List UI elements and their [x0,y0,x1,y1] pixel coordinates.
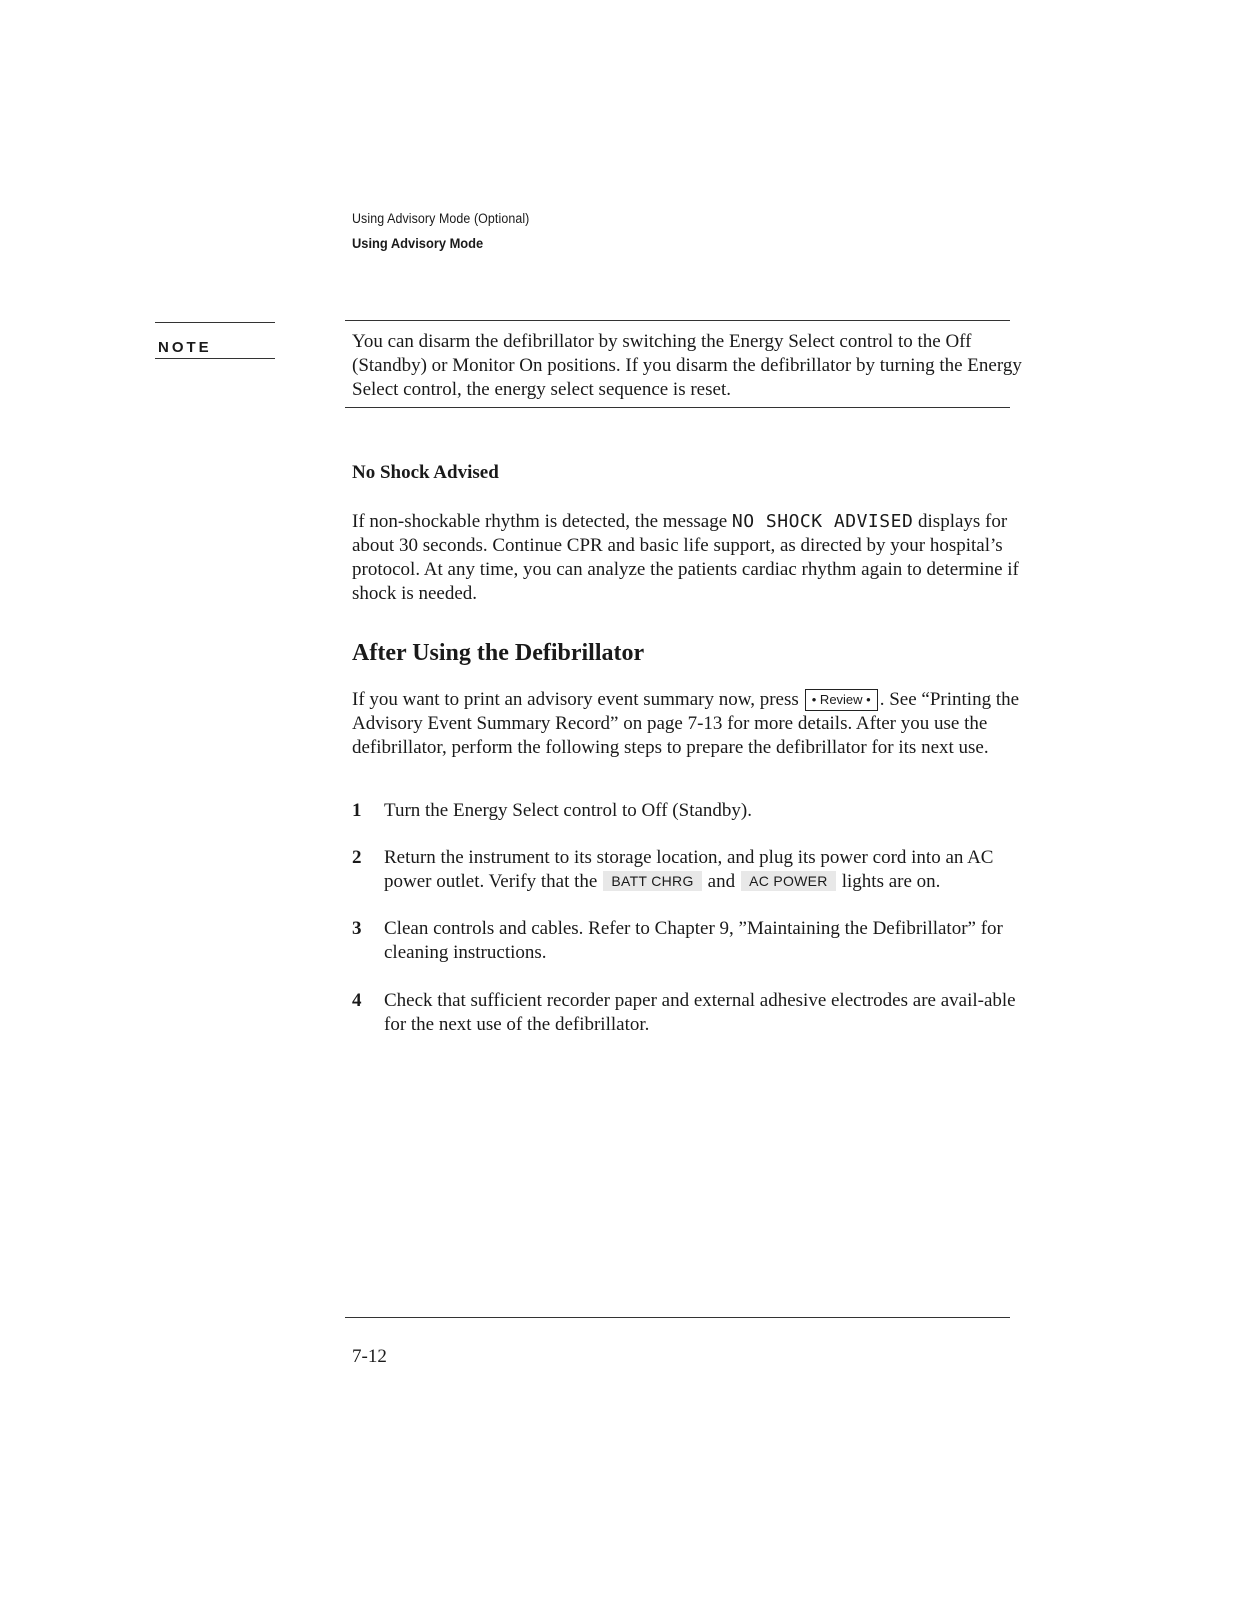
step-text: Check that sufficient recorder paper and external adhesive electrodes are avail-able for the next use of the defibrillator. [384,990,1016,1035]
step-text: Clean controls and cables. Refer to Chapter 9, ”Maintaining the Defibrillator” for cleaning instructions. [384,918,1003,963]
step-number: 4 [352,990,362,1011]
step-text: Turn the Energy Select control to Off (Standby). [384,800,752,821]
page-number: 7-12 [352,1346,387,1367]
ac-power-light: AC POWER [741,871,836,891]
step-2 [352,846,1032,894]
note-label-bottom-rule [155,358,275,359]
note-bottom-rule [345,407,1010,408]
batt-chrg-light: BATT CHRG [603,871,701,891]
note-top-rule [345,320,1010,321]
no-shock-text-before: If non-shockable rhythm is detected, the message [352,511,732,532]
step-3 [352,917,1032,965]
step-2-text-mid: and [707,871,736,892]
after-use-intro-after: . See “Printing the Advisory Event Summary Record” on page 7-13 for more details. After you use the defibrillator, perform the following steps to prepare the defibrillator for its next use. [352,689,1020,758]
note-label: NOTE [158,339,212,356]
no-shock-heading: No Shock Advised [352,462,499,483]
no-shock-text-after: displays for about 30 seconds. Continue CPR and basic life support, as directed by your hospital’s protocol. At any time, you can analyze the patients cardiac rhythm again to determine if shock is needed. [352,511,1019,604]
running-header-chapter: Using Advisory Mode (Optional) [352,211,530,226]
running-header-section: Using Advisory Mode [352,235,484,251]
step-number: 3 [352,918,362,939]
note-label-top-rule [155,322,275,323]
step-text [384,846,1032,894]
no-shock-message: NO SHOCK ADVISED [731,511,914,532]
step-2-text-before: Return the instrument to its storage location, and plug its power cord into an AC power outlet. Verify that the [384,847,994,892]
footer-rule [345,1317,1010,1318]
step-2-text-after: lights are on. [841,871,941,892]
step-1 [352,799,1032,823]
review-key: • Review • [805,689,878,711]
after-use-intro-before: If you want to print an advisory event summary now, press [352,689,799,710]
step-number: 2 [352,847,362,868]
step-number: 1 [352,800,362,821]
no-shock-paragraph [352,510,1034,606]
section-title: After Using the Defibrillator [352,640,645,666]
step-4 [352,989,1032,1037]
after-use-intro [352,688,1032,760]
note-text: You can disarm the defibrillator by switching the Energy Select control to the Off (Standby) or Monitor On positions. If you disarm the defibrillator by turning the Energy Select control, the energy select sequence is reset. [352,331,1022,400]
